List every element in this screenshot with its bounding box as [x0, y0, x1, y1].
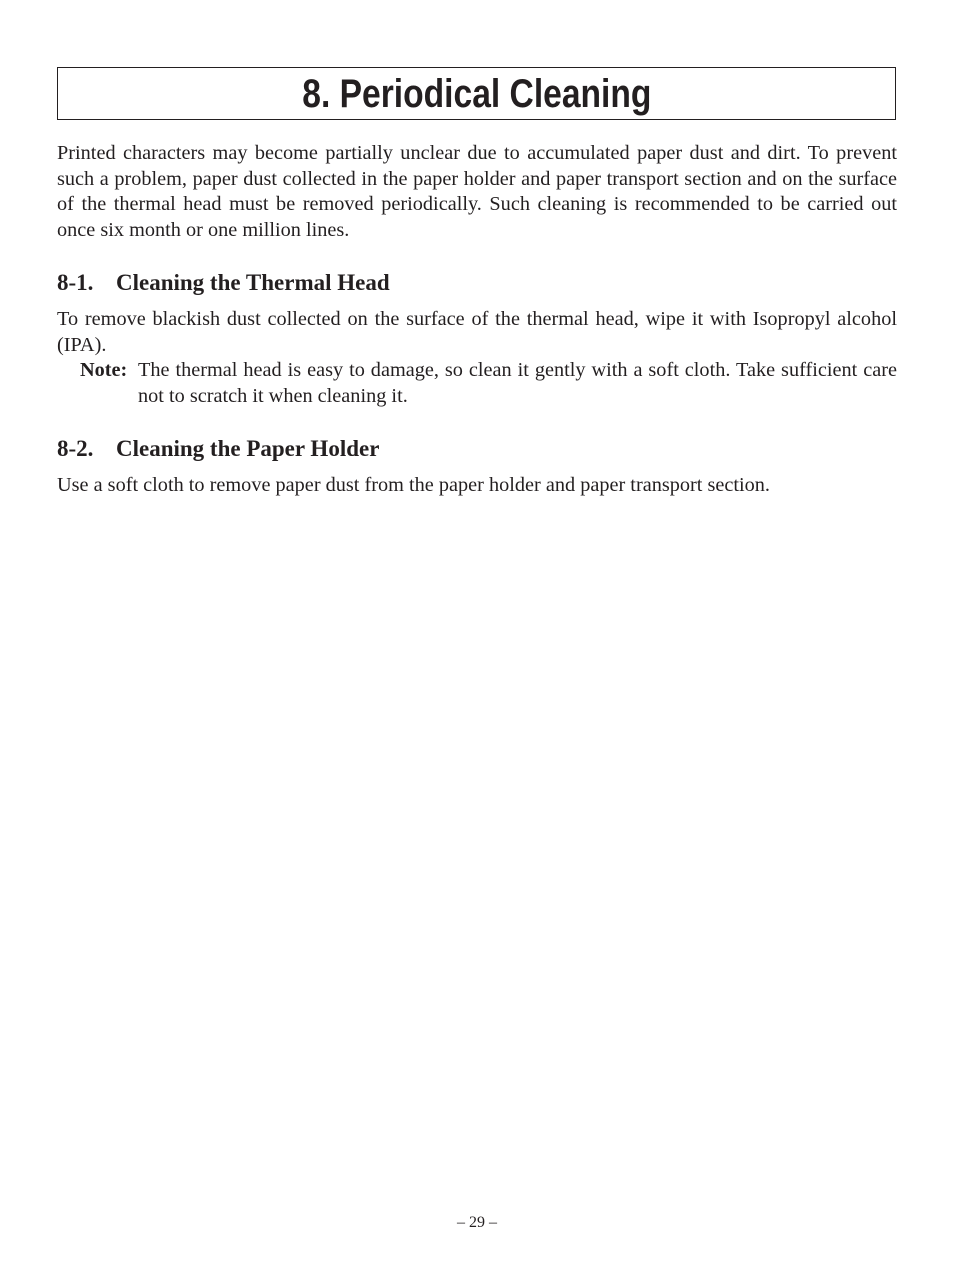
section-title: Cleaning the Paper Holder: [116, 436, 380, 461]
page-title-box: [57, 67, 896, 120]
section-number: 8-1.: [57, 270, 94, 295]
section-number: 8-2.: [57, 436, 94, 461]
section-heading-thermal-head: [57, 269, 390, 297]
section-title: Cleaning the Thermal Head: [116, 270, 390, 295]
section-heading-paper-holder: [57, 435, 379, 463]
note-block: [80, 358, 897, 409]
thermal-head-paragraph: To remove blackish dust collected on the surface of the thermal head, wipe it with Isopropyl alcohol (IPA).: [57, 308, 897, 356]
note-label: Note:: [80, 359, 128, 381]
page-number: – 29 –: [457, 1214, 497, 1231]
paper-holder-paragraph: Use a soft cloth to remove paper dust from the paper holder and paper transport section.: [57, 474, 770, 496]
intro-paragraph: Printed characters may become partially unclear due to accumulated paper dust and dirt. To prevent such a problem, paper dust collected in the paper holder and paper transport section and on the surface of the thermal head must be removed periodically. Such cleaning is recommended to be carried out once six month or one million lines.: [57, 142, 897, 241]
page-title: 8. Periodical Cleaning: [301, 71, 652, 116]
note-text: The thermal head is easy to damage, so clean it gently with a soft cloth. Take sufficient care not to scratch it when cleaning it.: [138, 359, 897, 407]
